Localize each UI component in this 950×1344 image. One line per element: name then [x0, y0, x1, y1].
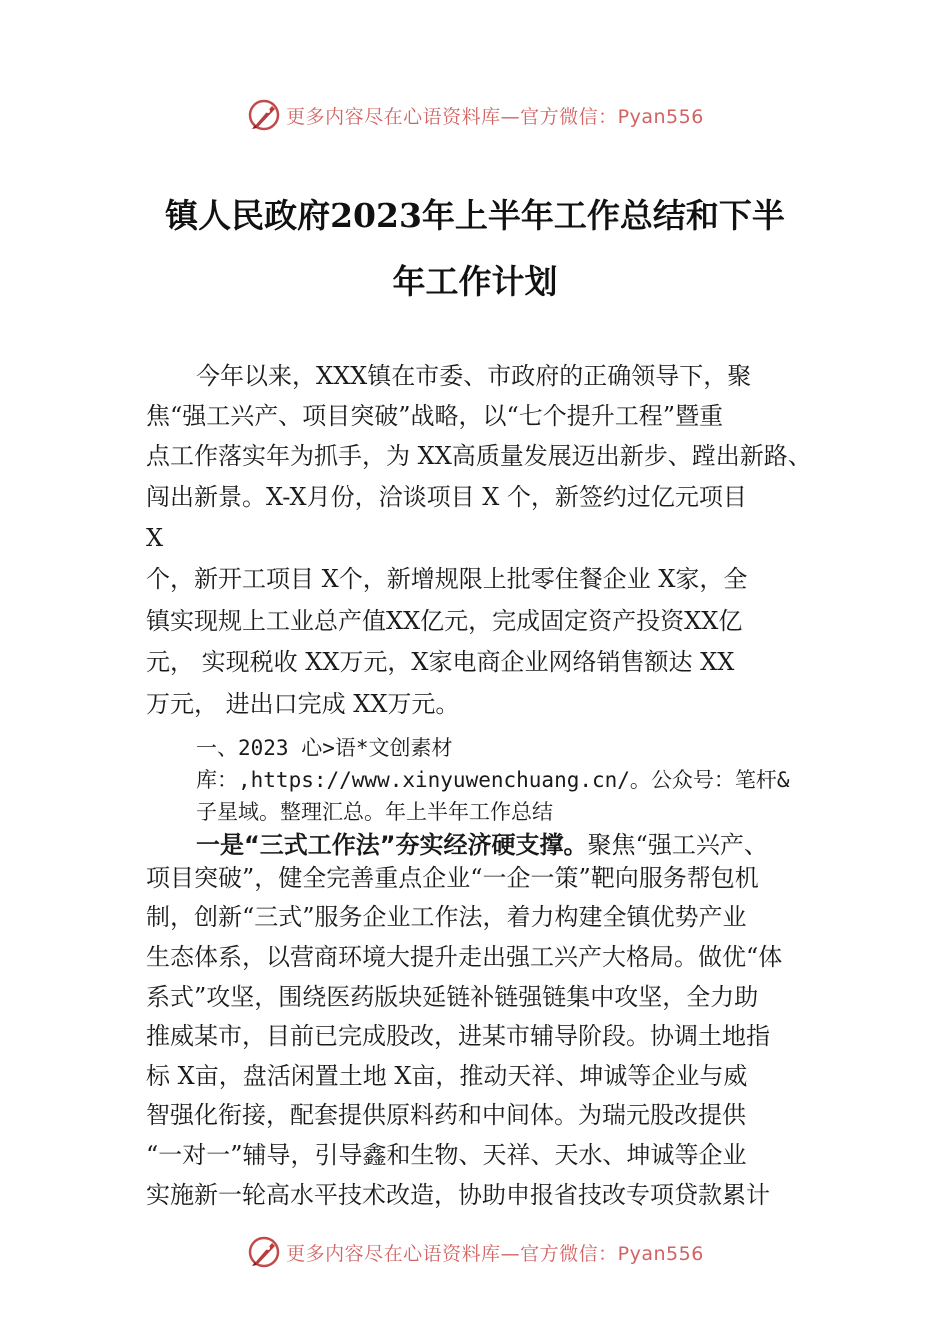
- intro-line: 焦“强工兴产、项目突破”战略，以“七个提升工程”暨重: [146, 402, 724, 430]
- intro-line: 元， 实现税收 XX万元，X家电商企业网络销售额达 XX: [146, 648, 735, 676]
- intro-line: 镇实现规上工业总产值XX亿元，完成固定资产投资XX亿: [146, 607, 743, 635]
- intro-line: 个，新开工项目 X个，新增规限上批零住餐企业 X家，全: [146, 565, 748, 593]
- intro-line: 今年以来，XXX镇在市委、市政府的正确领导下，聚: [196, 362, 752, 390]
- pen-nib-logo-icon: [246, 97, 282, 133]
- banner-text: 更多内容尽在心语资料库—官方微信：Pyan556: [286, 1242, 704, 1265]
- pen-nib-logo-icon: [246, 1234, 282, 1270]
- document-title-line-1: 镇人民政府2023年上半年工作总结和下半: [165, 196, 785, 235]
- section-heading-line: 子星域。整理汇总。年上半年工作总结: [196, 800, 553, 824]
- para1-first-rest: 聚焦“强工兴产、: [587, 831, 768, 859]
- intro-line: X: [146, 524, 164, 552]
- para1-lead: 一是“三式工作法”夯实经济硬支撑。: [196, 831, 588, 859]
- para1-line: 生态体系，以营商环境大提升走出强工兴产大格局。做优“体: [146, 943, 783, 971]
- para1-line: 实施新一轮高水平技术改造，协助申报省技改专项贷款累计: [146, 1181, 770, 1209]
- para1-line: 智强化衔接，配套提供原料药和中间体。为瑞元股改提供: [146, 1101, 746, 1129]
- intro-line: 闯出新景。X-X月份，洽谈项目 X 个，新签约过亿元项目: [146, 483, 747, 511]
- intro-line: 点工作落实年为抓手，为 XX高质量发展迈出新步、蹚出新路、: [146, 442, 812, 470]
- para1-line: 推威某市，目前已完成股改，进某市辅导阶段。协调土地指: [146, 1022, 770, 1050]
- footer-banner: [0, 1232, 950, 1272]
- para1-line: “一对一”辅导，引导鑫和生物、天祥、天水、坤诚等企业: [146, 1141, 747, 1169]
- header-banner: [0, 95, 950, 135]
- section-heading-line: 库：,https://www.xinyuwenchuang.cn/。公众号：笔杆&: [196, 768, 790, 792]
- para1-first-line: [196, 830, 886, 860]
- para1-line: 制，创新“三式”服务企业工作法，着力构建全镇优势产业: [146, 903, 747, 931]
- para1-line: 项目突破”，健全完善重点企业“一企一策”靶向服务帮包机: [146, 864, 759, 892]
- para1-line: 标 X亩，盘活闲置土地 X亩，推动天祥、坤诚等企业与威: [146, 1062, 748, 1090]
- section-heading-line: 一、2023 心>语*文创素材: [196, 736, 453, 760]
- intro-line: 万元， 进出口完成 XX万元。: [146, 690, 460, 718]
- banner-text: 更多内容尽在心语资料库—官方微信：Pyan556: [286, 105, 704, 128]
- document-title-line-2: 年工作计划: [392, 262, 558, 301]
- para1-line: 系式”攻坚，围绕医药版块延链补链强链集中攻坚，全力助: [146, 983, 759, 1011]
